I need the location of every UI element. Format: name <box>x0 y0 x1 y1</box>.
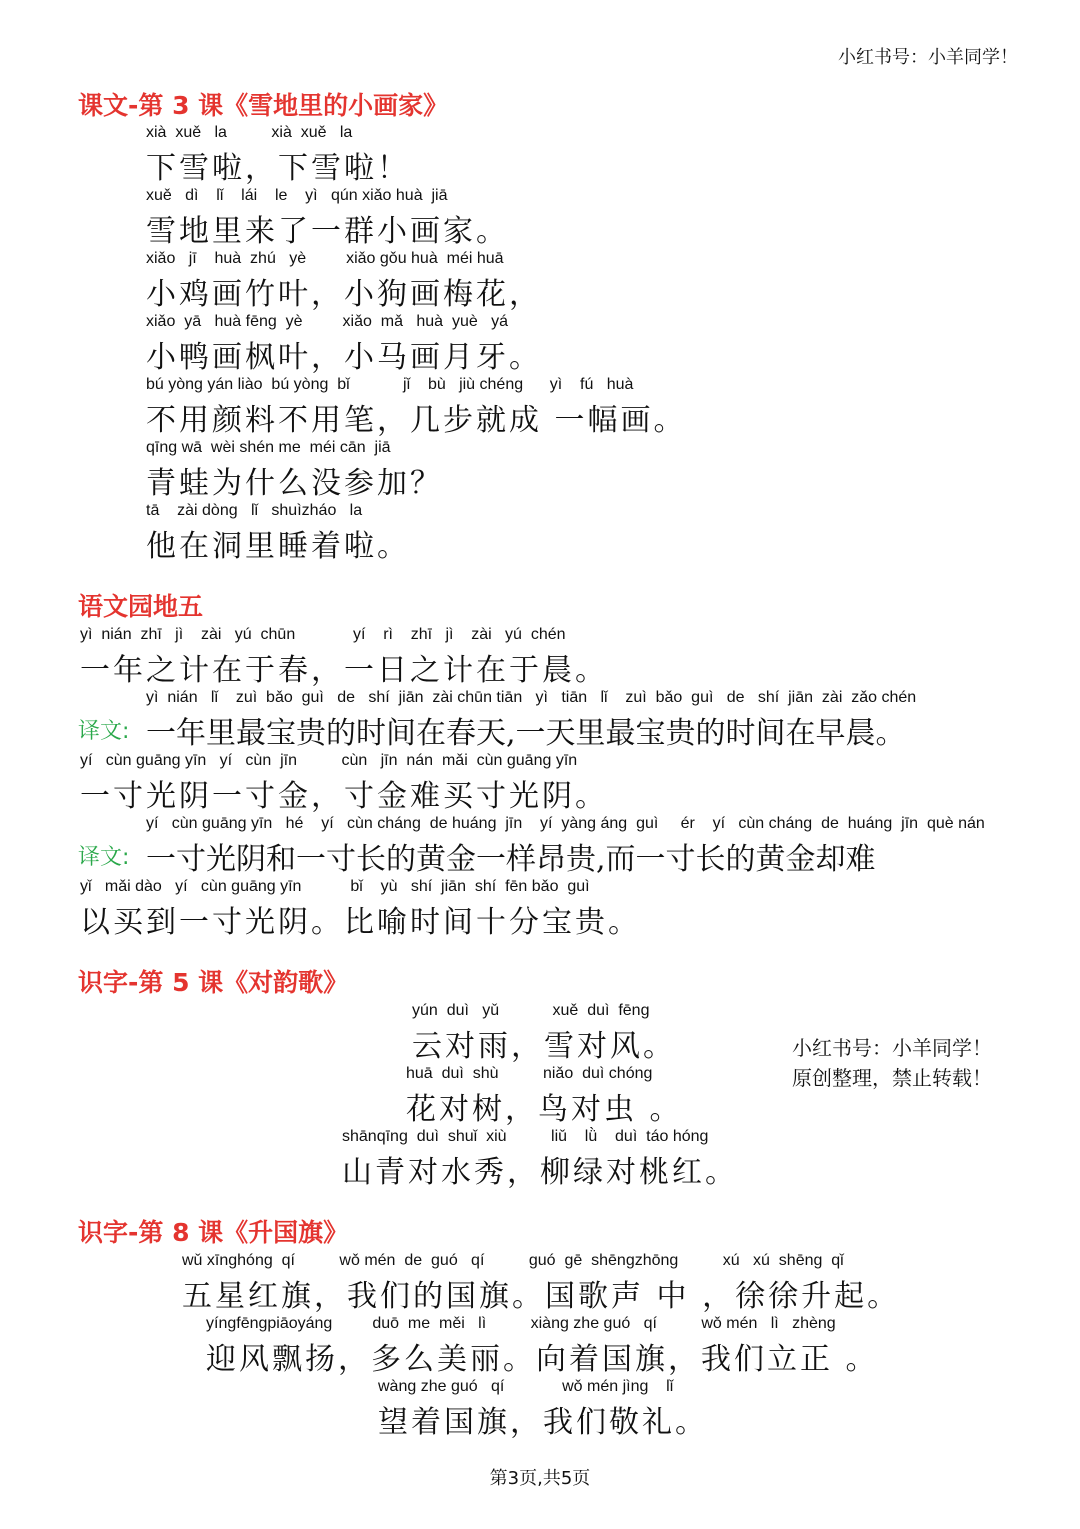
pinyin: xiǎo jī huà zhú yè xiǎo gǒu huà méi huā <box>146 250 504 267</box>
hanzi: 云对雨，雪对风。 <box>412 1029 676 1064</box>
watermark: 小红书号：小羊同学！ <box>838 47 1018 68</box>
pinyin: yí cùn guāng yīn hé yí cùn cháng de huáng jīn yí yàng áng guì ér yí cùn cháng de huáng jīn què nán <box>146 815 985 832</box>
pinyin: wǔ xīnghóng qí wǒ mén de guó qí guó gē shēngzhōng xú xú shēng qǐ <box>182 1252 844 1269</box>
hanzi: 山青对水秀，柳绿对桃红。 <box>342 1155 738 1190</box>
pinyin: bú yòng yán liào bú yòng bǐ jǐ bù jiù chéng yì fú huà <box>146 376 634 393</box>
hanzi: 五星红旗，我们的国旗。国歌声 中 ，徐徐升起。 <box>182 1279 901 1314</box>
side-note: 小红书号：小羊同学！ <box>792 1036 992 1060</box>
hanzi: 望着国旗，我们敬礼。 <box>378 1405 708 1440</box>
page-number: 第3页,共5页 <box>489 1468 591 1489</box>
pinyin: shānqīng duì shuǐ xiù liǔ lǜ duì táo hóng <box>342 1128 709 1145</box>
pinyin: huā duì shù niǎo duì chóng <box>406 1065 653 1082</box>
hanzi: 迎风飘扬，多么美丽。向着国旗，我们立正 。 <box>206 1342 879 1377</box>
pinyin: yí cùn guāng yīn yí cùn jīn cùn jīn nán mǎi cùn guāng yīn <box>80 752 578 769</box>
translation-label: 译文: <box>78 719 130 744</box>
hanzi: 不用颜料不用笔，几步就成 一幅画。 <box>146 403 687 438</box>
translation-label: 译文: <box>78 845 130 870</box>
pinyin: xià xuě la xià xuě la <box>146 124 353 141</box>
hanzi: 一年里最宝贵的时间在春天,一天里最宝贵的时间在早晨。 <box>146 716 906 751</box>
hanzi: 一寸光阴一寸金，寸金难买寸光阴。 <box>80 779 608 814</box>
pinyin: yíngfēngpiāoyáng duō me měi lì xiàng zhe guó qí wǒ mén lì zhèng <box>206 1315 836 1332</box>
hanzi: 下雪啦，下雪啦！ <box>146 151 410 186</box>
hanzi: 雪地里来了一群小画家。 <box>146 214 509 249</box>
hanzi: 他在洞里睡着啦。 <box>146 529 410 564</box>
pinyin: xuě dì lǐ lái le yì qún xiǎo huà jiā <box>146 187 448 204</box>
pinyin: wàng zhe guó qí wǒ mén jìng lǐ <box>378 1378 674 1395</box>
hanzi: 小鸡画竹叶，小狗画梅花， <box>146 277 542 312</box>
side-note: 原创整理，禁止转载！ <box>792 1066 992 1090</box>
pinyin: yǐ mǎi dào yí cùn guāng yīn bǐ yù shí jiān shí fēn bǎo guì <box>80 878 590 895</box>
hanzi: 花对树，鸟对虫 。 <box>406 1092 683 1127</box>
pinyin: yún duì yǔ xuě duì fēng <box>412 1002 650 1019</box>
section-title: 识字-第 8 课《升国旗》 <box>78 1218 349 1247</box>
hanzi: 一寸光阴和一寸长的黄金一样昂贵,而一寸长的黄金却难 <box>146 842 876 877</box>
pinyin: qīng wā wèi shén me méi cān jiā <box>146 439 391 456</box>
hanzi: 小鸭画枫叶，小马画月牙。 <box>146 340 542 375</box>
pinyin: yì nián lǐ zuì bǎo guì de shí jiān zài chūn tiān yì tiān lǐ zuì bǎo guì de shí jiān zài zǎo chén <box>146 689 917 706</box>
pinyin: yì nián zhī jì zài yú chūn yí rì zhī jì zài yú chén <box>80 626 566 643</box>
hanzi: 一年之计在于春，一日之计在于晨。 <box>80 653 608 688</box>
section-title: 识字-第 5 课《对韵歌》 <box>78 968 349 997</box>
section-title: 语文园地五 <box>78 592 204 621</box>
pinyin: tā zài dòng lǐ shuìzháo la <box>146 502 363 519</box>
hanzi: 青蛙为什么没参加？ <box>146 466 443 501</box>
pinyin: xiǎo yā huà fēng yè xiǎo mǎ huà yuè yá <box>146 313 508 330</box>
hanzi: 以买到一寸光阴。比喻时间十分宝贵。 <box>80 905 641 940</box>
section-title: 课文-第 3 课《雪地里的小画家》 <box>78 91 449 120</box>
